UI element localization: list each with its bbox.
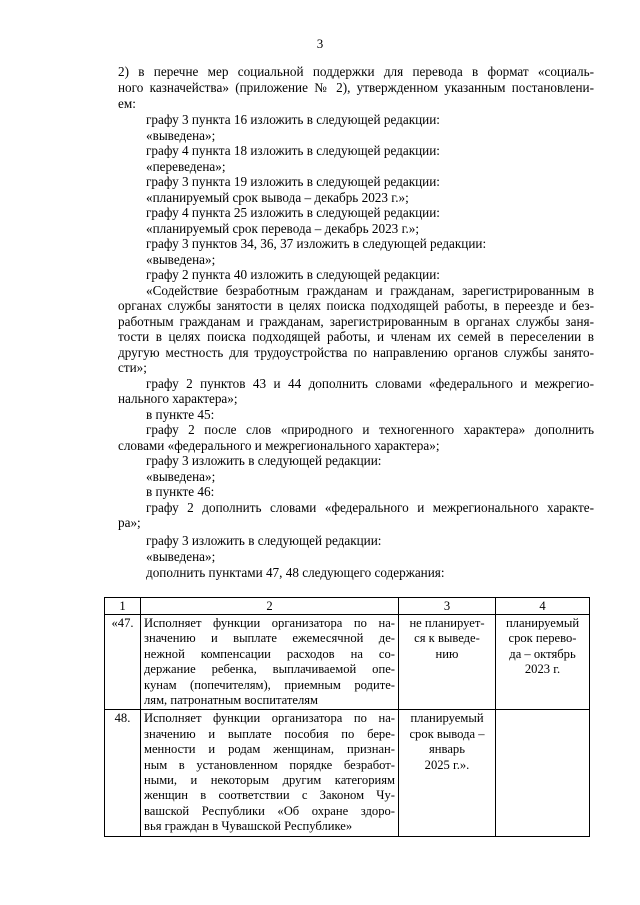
row-number: 48. xyxy=(105,710,141,836)
cell-line: срок вывода – xyxy=(409,726,485,741)
cell-line: лям, патронатным воспитателям xyxy=(144,693,319,708)
cell-line: Исполняет функции организатора по на- xyxy=(144,711,395,726)
row-col3 xyxy=(399,710,496,836)
cell-line: 2023 г. xyxy=(524,662,561,677)
measures-table xyxy=(104,597,590,837)
cell-line: держание ребенка, выплачиваемой опе- xyxy=(144,662,395,677)
cell-line: вашской Республики «Об охране здоро- xyxy=(144,803,395,818)
body-line: «выведена»; xyxy=(146,252,216,267)
body-line: органах службы занятости в целях поиска подходящей работы, в переезде и без- xyxy=(118,298,594,313)
body-line: «выведена»; xyxy=(146,469,216,484)
table-header-cell: 4 xyxy=(496,598,590,615)
cell-line: Исполняет функции организатора по на- xyxy=(144,616,395,630)
body-line: работным гражданам и гражданам, зарегистрированным в органах службы заня- xyxy=(118,314,594,329)
row-col4 xyxy=(496,710,590,836)
body-line: сти»; xyxy=(118,360,147,375)
row-number: «47. xyxy=(105,615,141,710)
cell-line: вья граждан в Чувашской Республике» xyxy=(144,819,353,834)
body-line: графу 2 пункта 40 изложить в следующей редакции: xyxy=(146,267,440,282)
body-line: в пункте 45: xyxy=(146,407,215,422)
body-line: графу 2 пунктов 43 и 44 дополнить словами «федерального и межрегио- xyxy=(146,376,594,391)
body-line: «планируемый срок перевода – декабрь 2023 г.»; xyxy=(146,221,420,236)
cell-line: ными, и некоторым другим категориям xyxy=(144,773,395,788)
body-line: «выведена»; xyxy=(146,549,216,564)
body-line: дополнить пунктами 47, 48 следующего содержания: xyxy=(146,565,445,580)
cell-line: кунам (попечителям), приемным родите- xyxy=(144,677,395,692)
page-number: 3 xyxy=(316,36,324,51)
body-line: графу 3 пунктов 34, 36, 37 изложить в следующей редакции: xyxy=(146,236,487,251)
row-col3 xyxy=(399,615,496,710)
cell-line: ся к выведе- xyxy=(414,631,480,646)
body-line: другую местность для трудоустройства по направлению органов службы занято- xyxy=(118,345,594,360)
body-line: нального характера»; xyxy=(118,391,238,406)
cell-line: значению и выплате ежемесячной де- xyxy=(144,631,395,646)
body-line: «переведена»; xyxy=(146,159,226,174)
table-row xyxy=(105,710,590,836)
row-description xyxy=(141,615,399,710)
body-line: ра»; xyxy=(118,515,141,530)
cell-line: срок перево- xyxy=(508,631,577,646)
body-line: «Содействие безработным гражданам и гражданам, зарегистрированным в xyxy=(146,283,594,298)
body-line: графу 3 изложить в следующей редакции: xyxy=(146,533,382,548)
cell-line: значению и выплате пособия по бере- xyxy=(144,726,395,741)
table-row xyxy=(105,615,590,710)
row-description xyxy=(141,710,399,836)
cell-line: менности и родам женщинам, признан- xyxy=(144,742,395,757)
cell-line: нежной компенсации расходов на со- xyxy=(144,646,395,661)
cell-line: январь xyxy=(429,742,465,757)
body-line: «выведена»; xyxy=(146,128,216,143)
cell-line: планируемый xyxy=(505,616,580,630)
row-col4 xyxy=(496,615,590,710)
body-line: 2) в перечне мер социальной поддержки для перевода в формат «социаль- xyxy=(118,64,594,79)
cell-line: да – октябрь xyxy=(509,646,576,661)
table-header-cell: 1 xyxy=(105,598,141,615)
cell-line: ным в установленном порядке безработ- xyxy=(144,757,395,772)
body-line: графу 3 пункта 16 изложить в следующей редакции: xyxy=(146,112,440,127)
body-line: графу 4 пункта 25 изложить в следующей редакции: xyxy=(146,205,440,220)
body-line: в пункте 46: xyxy=(146,484,215,499)
body-line: графу 4 пункта 18 изложить в следующей редакции: xyxy=(146,143,440,158)
body-line: словами «федерального и межрегионального характера»; xyxy=(118,438,440,453)
cell-line: планируемый xyxy=(410,711,484,726)
body-line: графу 3 изложить в следующей редакции: xyxy=(146,453,382,468)
table-header-cell: 2 xyxy=(141,598,399,615)
body-line: графу 3 пункта 19 изложить в следующей редакции: xyxy=(146,174,440,189)
body-line: графу 2 дополнить словами «федерального и межрегионального характе- xyxy=(146,500,594,515)
cell-line: женщин в соответствии с Законом Чу- xyxy=(144,788,395,803)
cell-line: 2025 г.». xyxy=(424,757,470,772)
table-header-row xyxy=(105,598,590,615)
body-line: ем: xyxy=(118,96,136,111)
body-line: графу 2 после слов «природного и техногенного характера» дополнить xyxy=(146,422,594,437)
cell-line: нию xyxy=(435,646,459,661)
body-line: «планируемый срок вывода – декабрь 2023 г.»; xyxy=(146,190,409,205)
cell-line: не планирует- xyxy=(409,616,485,630)
body-line: ного казначейства» (приложение № 2), утвержденном указанным постановлени- xyxy=(118,80,594,95)
body-line: тости в целях поиска подходящей работы, и членам их семей в переселении в xyxy=(118,329,594,344)
table-header-cell: 3 xyxy=(399,598,496,615)
